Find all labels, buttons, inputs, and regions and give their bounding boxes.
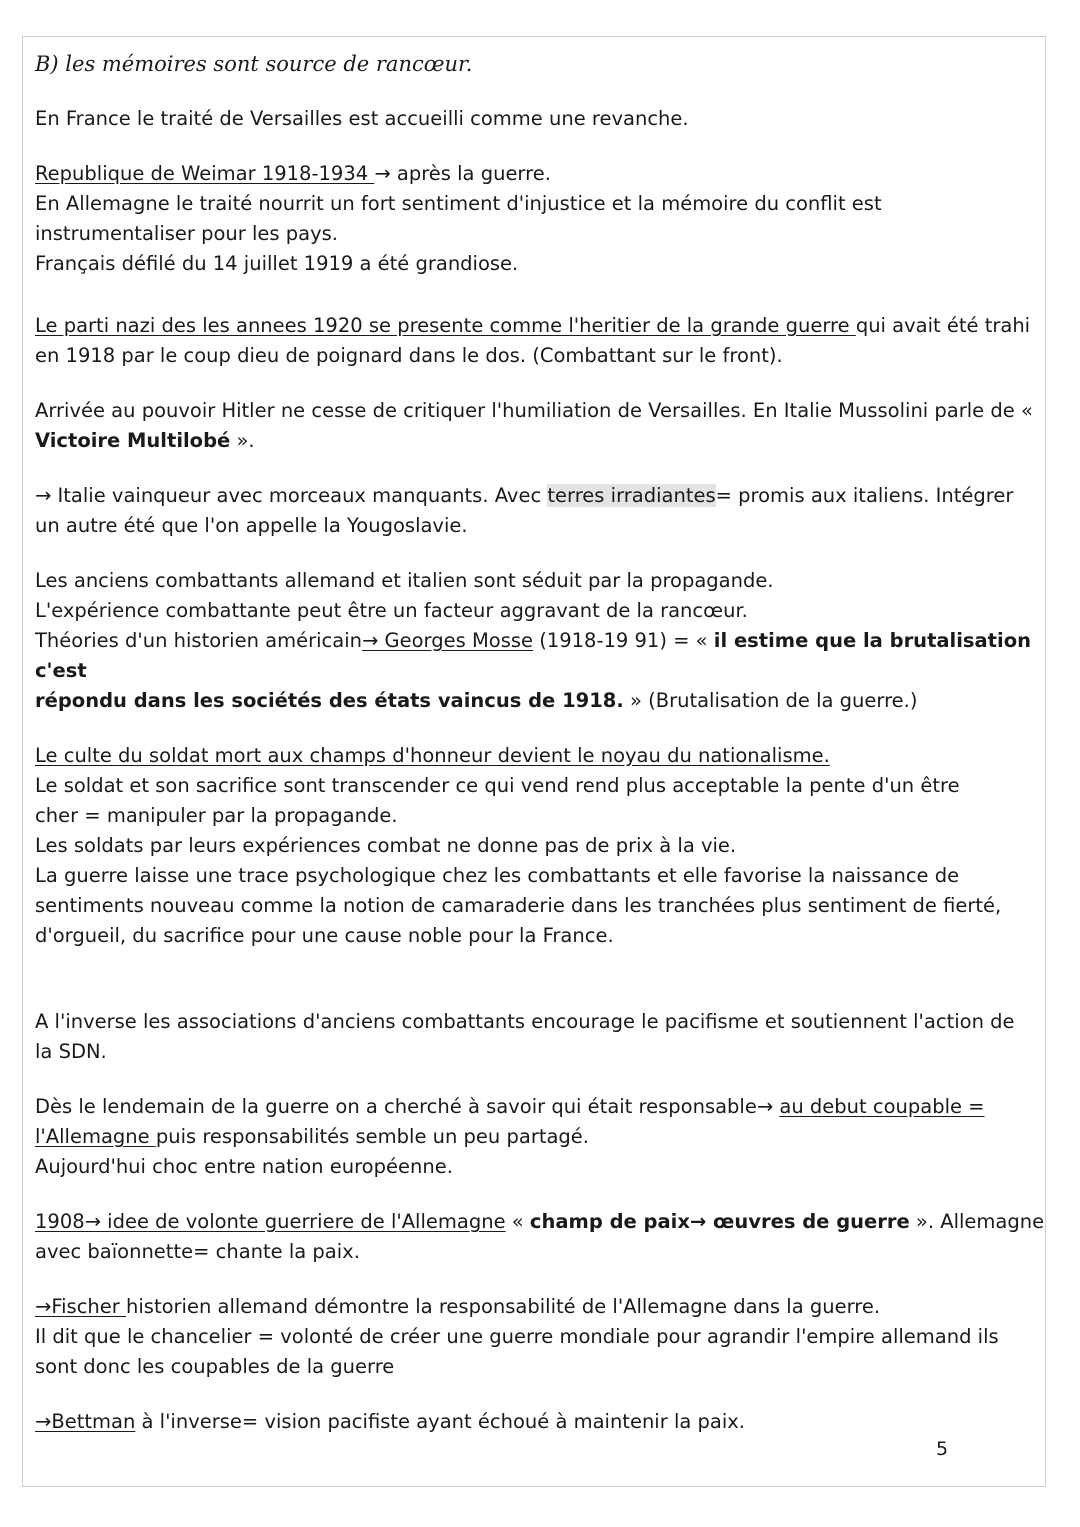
paragraph-line [35, 1122, 1045, 1152]
paragraph-12 [35, 1407, 1045, 1437]
text-span: » (Brutalisation de la guerre.) [623, 689, 918, 712]
paragraph-11 [35, 1292, 1045, 1382]
highlighted-text: terres irradiantes [547, 484, 716, 507]
text-span: à l'inverse= vision pacifiste ayant échoué à maintenir la paix. [135, 1410, 745, 1433]
paragraph-line: Les anciens combattants allemand et italien sont séduit par la propagande. [35, 569, 774, 592]
paragraph-line: en 1918 par le coup dieu de poignard dans le dos. (Combattant sur le front). [35, 344, 783, 367]
paragraph-line [35, 1292, 1045, 1322]
paragraph-line: la SDN. [35, 1040, 107, 1063]
paragraph-line: sentiments nouveau comme la notion de camaraderie dans les tranchées plus sentiment de fierté, [35, 894, 1002, 917]
text-span: ». Allemagne [909, 1210, 1045, 1233]
paragraph-4 [35, 396, 1045, 456]
paragraph-8 [35, 1007, 1045, 1067]
paragraph-line: d'orgueil, du sacrifice pour une cause noble pour la France. [35, 924, 614, 947]
paragraph-line: La guerre laisse une trace psychologique chez les combattants et elle favorise la naissance de [35, 864, 960, 887]
paragraph-line: cher = manipuler par la propagande. [35, 804, 398, 827]
text-span: (1918-19 91) = « [533, 629, 714, 652]
paragraph-line: A l'inverse les associations d'anciens combattants encourage le pacifisme et soutiennent l'action de [35, 1010, 1015, 1033]
paragraph-line: Français défilé du 14 juillet 1919 a été grandiose. [35, 252, 519, 275]
text-span: qui avait été trahi [855, 314, 1031, 337]
paragraph-6 [35, 566, 1045, 716]
text-span: → Italie vainqueur avec morceaux manquants. Avec [35, 484, 548, 507]
text-span: → après la guerre. [374, 162, 551, 185]
document-body [35, 48, 1045, 1462]
bold-text: champ de paix→ œuvres de guerre [529, 1210, 910, 1233]
paragraph-1 [35, 104, 1045, 134]
paragraph-line: Arrivée au pouvoir Hitler ne cesse de critiquer l'humiliation de Versailles. En Italie Mussolini parle de « [35, 399, 1033, 422]
paragraph-line: En Allemagne le traité nourrit un fort sentiment d'injustice et la mémoire du conflit est [35, 192, 882, 215]
paragraph-line [35, 686, 1045, 716]
text-span: « [505, 1210, 530, 1233]
paragraph-line: En France le traité de Versailles est accueilli comme une revanche. [35, 107, 689, 130]
text-span: = promis aux italiens. Intégrer [715, 484, 1014, 507]
paragraph-line [35, 741, 1045, 771]
paragraph-line: avec baïonnette= chante la paix. [35, 1240, 360, 1263]
text-span: Dès le lendemain de la guerre on a cherché à savoir qui était responsable→ [35, 1095, 780, 1118]
page-number: 5 [936, 1438, 949, 1460]
paragraph-line: un autre été que l'on appelle la Yougoslavie. [35, 514, 468, 537]
underlined-text: l'Allemagne [35, 1125, 156, 1148]
paragraph-10 [35, 1207, 1045, 1267]
paragraph-line [35, 481, 1045, 511]
paragraph-line [35, 1407, 1045, 1437]
paragraph-line: Il dit que le chancelier = volonté de créer une guerre mondiale pour agrandir l'empire allemand ils [35, 1325, 999, 1348]
text-span: puis responsabilités semble un peu partagé. [155, 1125, 589, 1148]
underlined-text: Le culte du soldat mort aux champs d'honneur devient le noyau du nationalisme. [35, 744, 830, 767]
paragraph-3 [35, 311, 1045, 371]
bold-text: Victoire Multilobé [35, 429, 231, 452]
paragraph-line [35, 1092, 1045, 1122]
paragraph-line [35, 1207, 1045, 1237]
paragraph-7 [35, 741, 1045, 951]
bold-text: répondu dans les sociétés des états vaincus de 1918. [35, 689, 624, 712]
section-heading: B) les mémoires sont source de rancœur. [35, 52, 473, 76]
underlined-text: Republique de Weimar 1918-1934 [35, 162, 375, 185]
paragraph-line [35, 426, 1045, 456]
paragraph-9 [35, 1092, 1045, 1182]
paragraph-line: Aujourd'hui choc entre nation européenne. [35, 1155, 453, 1178]
underlined-text: →Bettman [35, 1410, 136, 1433]
paragraph-line: sont donc les coupables de la guerre [35, 1355, 395, 1378]
paragraph-line: Les soldats par leurs expériences combat ne donne pas de prix à la vie. [35, 834, 737, 857]
paragraph-2 [35, 159, 1045, 279]
paragraph-line [35, 159, 1045, 189]
text-span: Théories d'un historien américain [35, 629, 362, 652]
paragraph-5 [35, 481, 1045, 541]
underlined-text: au debut coupable = [779, 1095, 985, 1118]
bold-text: il estime que la brutalisation c'est [35, 629, 1031, 682]
underlined-text: 1908→ idee de volonte guerriere de l'Allemagne [35, 1210, 506, 1233]
underlined-text: →Fischer [35, 1295, 127, 1318]
underlined-text: → Georges Mosse [361, 629, 534, 652]
paragraph-line [35, 626, 1045, 686]
paragraph-line: instrumentaliser pour les pays. [35, 222, 338, 245]
text-span: historien allemand démontre la responsabilité de l'Allemagne dans la guerre. [126, 1295, 881, 1318]
text-span: ». [230, 429, 255, 452]
paragraph-line: Le soldat et son sacrifice sont transcender ce qui vend rend plus acceptable la pente d'un être [35, 774, 960, 797]
paragraph-line [35, 311, 1045, 341]
paragraph-line: L'expérience combattante peut être un facteur aggravant de la rancœur. [35, 599, 748, 622]
underlined-text: Le parti nazi des les annees 1920 se presente comme l'heritier de la grande guerre [35, 314, 856, 337]
